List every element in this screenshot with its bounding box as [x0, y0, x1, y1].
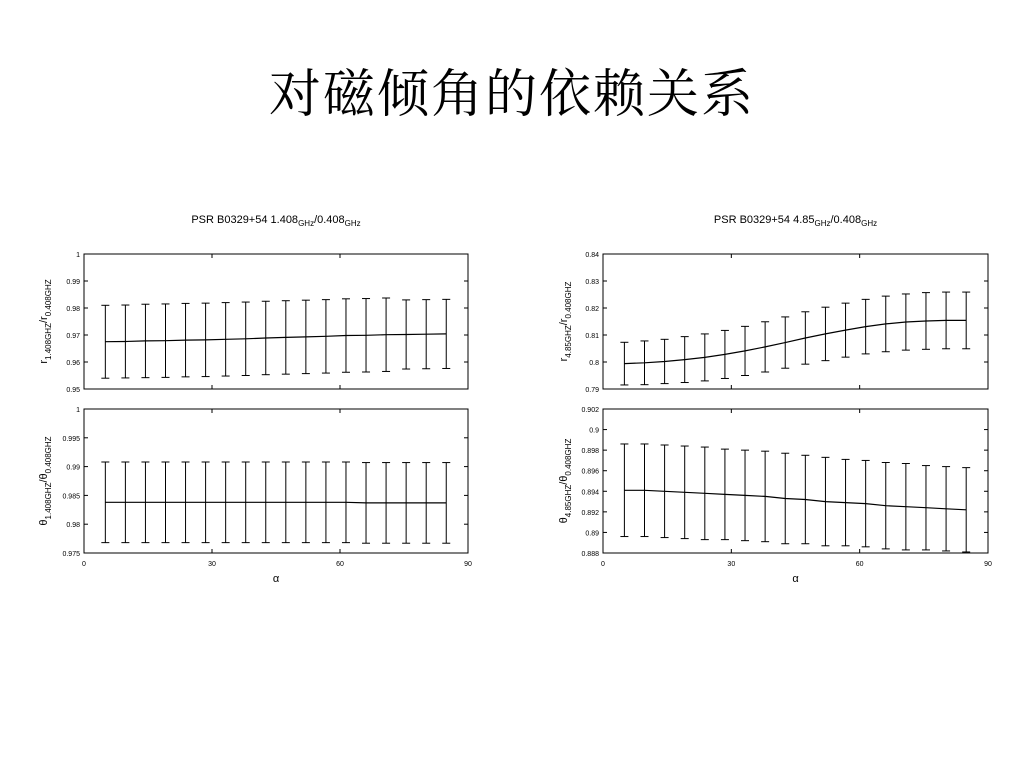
y-tick-label: 0.83 [585, 279, 599, 286]
y-tick-label: 0.902 [581, 407, 599, 414]
y-axis-label [38, 279, 53, 363]
y-label-sub: 1.408GHZ [44, 482, 53, 520]
chart-title-sub: GHz [814, 219, 831, 228]
y-label-sep: /r [38, 316, 50, 324]
x-tick-label: 30 [208, 561, 216, 568]
chart-title-mid: /0.408 [830, 214, 862, 226]
y-label-sep: /r [558, 318, 570, 326]
y-tick-label: 0.95 [66, 387, 80, 394]
x-tick-label: 60 [336, 561, 344, 568]
panel-2 [38, 407, 468, 558]
y-tick-label: 0.98 [66, 306, 80, 313]
y-tick-label: 0.888 [581, 551, 599, 558]
series-line [105, 502, 446, 503]
y-label-base: θ [558, 517, 570, 524]
series-line [105, 334, 446, 342]
chart-title-sub: GHz [298, 219, 315, 228]
chart-title-sub: GHz [344, 219, 361, 228]
y-tick-label: 0.985 [62, 493, 80, 501]
series-line [624, 490, 966, 510]
y-tick-label: 0.98 [66, 522, 80, 530]
y-tick-label: 0.892 [581, 509, 599, 517]
series-line [624, 320, 966, 363]
plot-frame [603, 409, 988, 553]
y-label-sub: 1.408GHZ [44, 323, 53, 360]
y-tick-label: 0.79 [585, 387, 599, 394]
y-label-sub: 0.408GHZ [564, 438, 573, 476]
chart-title [714, 214, 877, 228]
slide-title: 对磁倾角的依赖关系 [268, 65, 755, 125]
y-label-sub: 4.85GHZ [564, 325, 573, 358]
x-tick-label: 90 [464, 561, 472, 568]
chart-1 [38, 214, 472, 585]
chart-title-main: PSR B0329+54 1.408 [191, 214, 299, 226]
y-label-base: θ [38, 519, 50, 526]
x-tick-label: 60 [855, 561, 864, 568]
y-tick-label: 0.97 [66, 333, 80, 340]
chart-title [191, 214, 360, 228]
y-tick-label: 0.82 [585, 306, 599, 313]
y-label-sep: /θ [38, 473, 50, 483]
panel-1 [558, 252, 988, 394]
y-tick-label: 0.975 [62, 551, 80, 558]
plot-frame [603, 254, 988, 389]
chart-title-mid: /0.408 [314, 214, 345, 226]
y-tick-label: 0.99 [66, 279, 80, 286]
y-tick-label: 1 [76, 252, 80, 259]
y-tick-label: 0.995 [62, 435, 80, 443]
y-label-base: r [38, 359, 50, 364]
y-tick-label: 0.99 [66, 464, 80, 472]
y-label-sep: /θ [558, 475, 570, 485]
x-tick-label: 90 [984, 561, 992, 568]
plot-frame [84, 409, 468, 553]
y-axis-label [38, 436, 53, 525]
y-label-sub: 4.85GHZ [564, 484, 573, 518]
y-label-sub: 0.408GHZ [564, 281, 573, 319]
x-tick-label: 0 [82, 561, 86, 568]
y-tick-label: 1 [76, 407, 80, 414]
y-label-base: r [558, 357, 570, 362]
y-tick-label: 0.894 [581, 489, 599, 497]
x-tick-label: 0 [601, 561, 605, 568]
x-axis-label: α [792, 573, 799, 585]
y-tick-label: 0.96 [66, 360, 80, 367]
plot-frame [84, 254, 468, 389]
y-axis-label [558, 281, 573, 361]
x-tick-label: 30 [727, 561, 736, 568]
y-tick-label: 0.9 [589, 427, 599, 435]
chart-2 [558, 214, 992, 585]
y-tick-label: 0.898 [581, 448, 599, 456]
y-tick-label: 0.8 [589, 360, 599, 367]
y-label-sub: 0.408GHZ [44, 279, 53, 317]
y-axis-label [558, 439, 573, 524]
x-axis-label: α [272, 573, 280, 585]
chart-title-main: PSR B0329+54 4.85 [713, 214, 815, 226]
panel-2 [558, 407, 988, 558]
chart-title-sub: GHz [861, 219, 878, 228]
y-tick-label: 0.89 [585, 530, 599, 538]
y-tick-label: 0.81 [585, 333, 599, 340]
panel-1 [38, 252, 468, 394]
y-tick-label: 0.896 [581, 468, 599, 476]
y-label-sub: 0.408GHZ [44, 436, 53, 474]
y-tick-label: 0.84 [585, 252, 599, 259]
